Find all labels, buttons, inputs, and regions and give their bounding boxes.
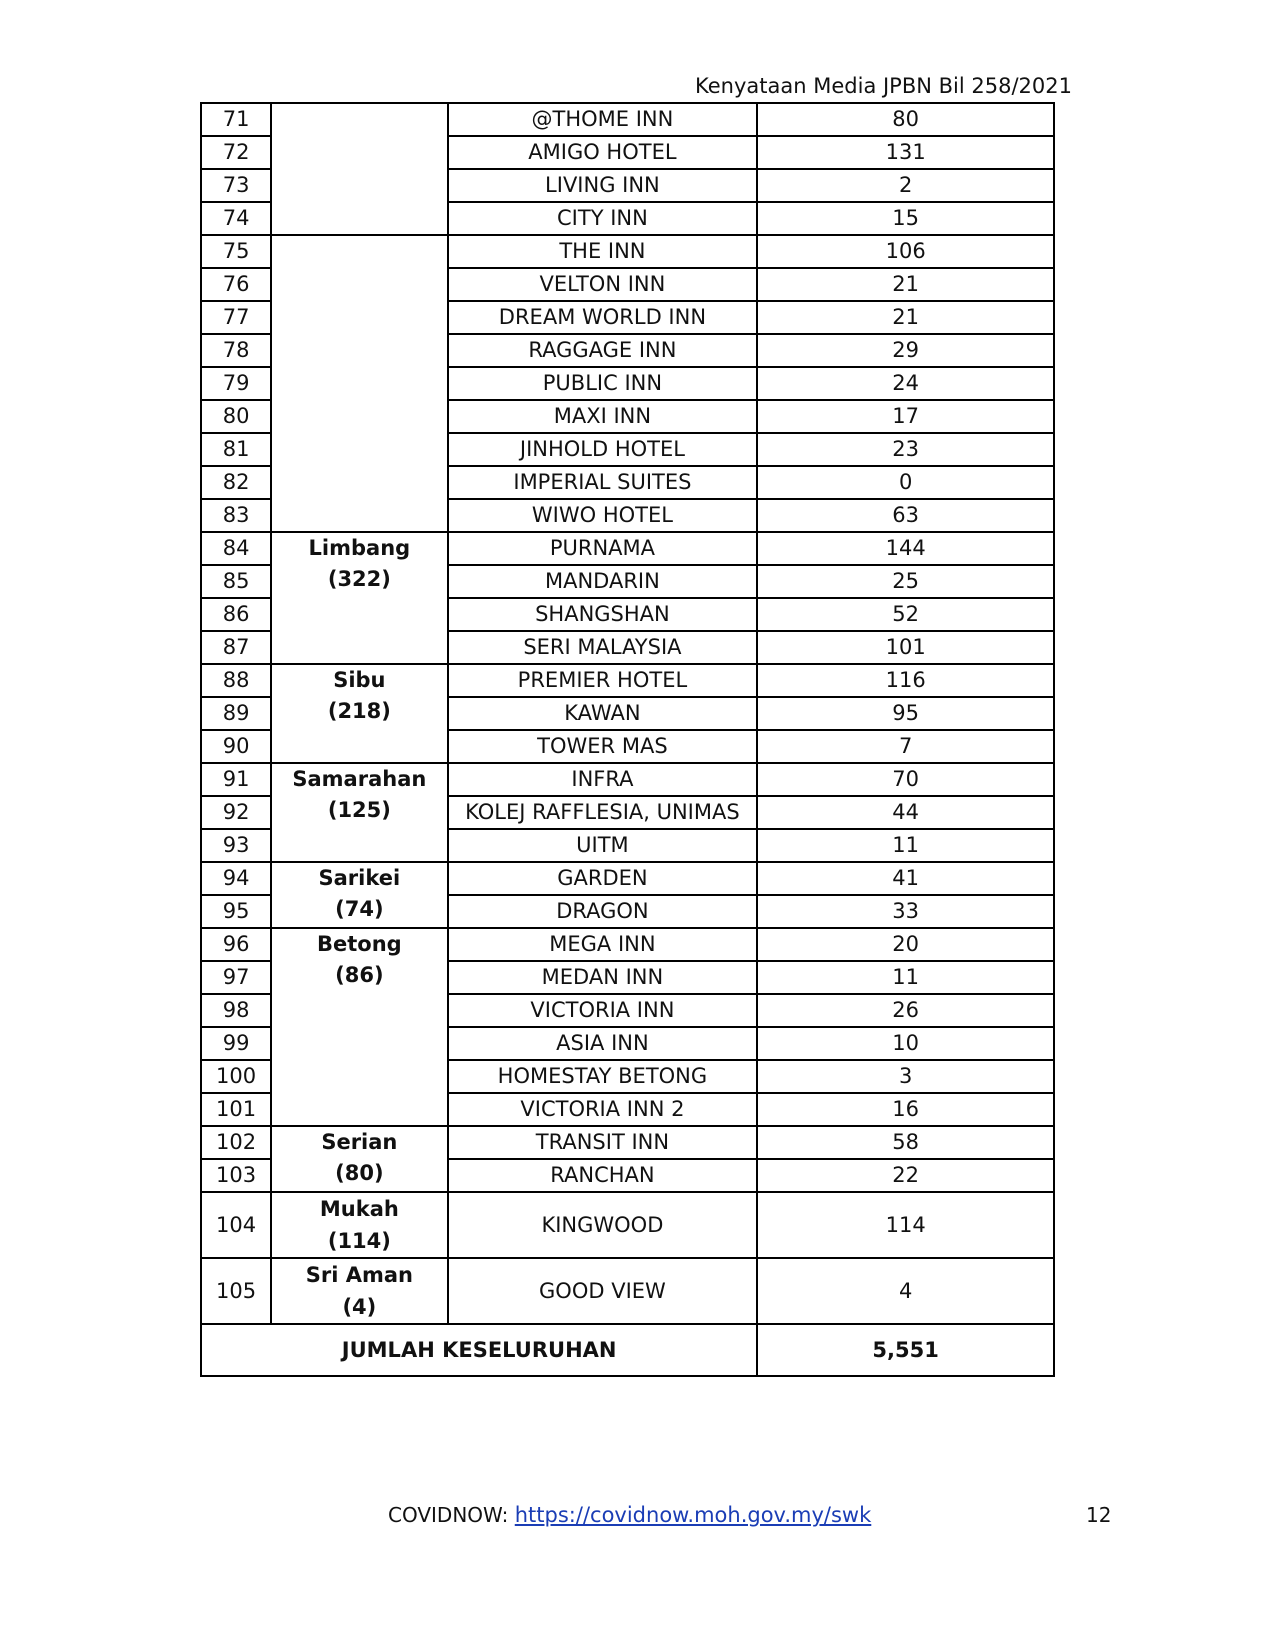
division-cell-sri-aman <box>271 1258 447 1324</box>
centre-name: MANDARIN <box>448 565 758 598</box>
table-row <box>201 235 1054 268</box>
table-row <box>201 763 1054 796</box>
row-number: 75 <box>201 235 271 268</box>
centre-count: 70 <box>757 763 1054 796</box>
footer <box>388 1503 871 1527</box>
division-cell-samarahan <box>271 763 447 862</box>
centre-name: UITM <box>448 829 758 862</box>
row-number: 85 <box>201 565 271 598</box>
row-number: 91 <box>201 763 271 796</box>
centre-name: MAXI INN <box>448 400 758 433</box>
centre-name: THE INN <box>448 235 758 268</box>
centre-count: 15 <box>757 202 1054 235</box>
centre-name: PURNAMA <box>448 532 758 565</box>
division-name: Limbang <box>308 536 411 560</box>
table-row <box>201 532 1054 565</box>
row-number: 101 <box>201 1093 271 1126</box>
centre-name: ASIA INN <box>448 1027 758 1060</box>
centre-name: @THOME INN <box>448 103 758 136</box>
footer-prefix: COVIDNOW: <box>388 1503 515 1527</box>
row-number: 94 <box>201 862 271 895</box>
centre-count: 4 <box>757 1258 1054 1324</box>
centre-count: 63 <box>757 499 1054 532</box>
centre-count: 2 <box>757 169 1054 202</box>
division-name: Samarahan <box>292 767 427 791</box>
division-name: Betong <box>317 932 402 956</box>
centre-count: 24 <box>757 367 1054 400</box>
row-number: 87 <box>201 631 271 664</box>
table-row <box>201 1258 1054 1324</box>
centre-name: HOMESTAY BETONG <box>448 1060 758 1093</box>
division-cell-empty <box>271 103 447 235</box>
division-name: Sri Aman <box>305 1263 413 1287</box>
row-number: 93 <box>201 829 271 862</box>
row-number: 83 <box>201 499 271 532</box>
centre-count: 116 <box>757 664 1054 697</box>
document-reference: Kenyataan Media JPBN Bil 258/2021 <box>695 74 1072 98</box>
row-number: 76 <box>201 268 271 301</box>
row-number: 86 <box>201 598 271 631</box>
row-number: 98 <box>201 994 271 1027</box>
centre-name: LIVING INN <box>448 169 758 202</box>
row-number: 77 <box>201 301 271 334</box>
division-name: Sibu <box>333 668 386 692</box>
row-number: 79 <box>201 367 271 400</box>
row-number: 95 <box>201 895 271 928</box>
centre-count: 33 <box>757 895 1054 928</box>
centre-count: 7 <box>757 730 1054 763</box>
centre-name: GOOD VIEW <box>448 1258 758 1324</box>
division-total: (86) <box>335 963 384 987</box>
centre-count: 17 <box>757 400 1054 433</box>
centre-count: 26 <box>757 994 1054 1027</box>
centre-count: 80 <box>757 103 1054 136</box>
centre-count: 41 <box>757 862 1054 895</box>
row-number: 102 <box>201 1126 271 1159</box>
centre-name: TRANSIT INN <box>448 1126 758 1159</box>
total-row <box>201 1324 1054 1376</box>
centre-name: DRAGON <box>448 895 758 928</box>
division-cell-serian <box>271 1126 447 1192</box>
division-cell-limbang <box>271 532 447 664</box>
centre-count: 25 <box>757 565 1054 598</box>
division-name: Sarikei <box>318 866 401 890</box>
centre-count: 95 <box>757 697 1054 730</box>
row-number: 80 <box>201 400 271 433</box>
row-number: 105 <box>201 1258 271 1324</box>
centre-name: PUBLIC INN <box>448 367 758 400</box>
centre-count: 29 <box>757 334 1054 367</box>
quarantine-centre-table <box>200 102 1055 1377</box>
centre-name: KINGWOOD <box>448 1192 758 1258</box>
division-total: (125) <box>327 798 391 822</box>
table-row <box>201 103 1054 136</box>
division-total: (80) <box>335 1161 384 1185</box>
table-row <box>201 862 1054 895</box>
centre-count: 3 <box>757 1060 1054 1093</box>
centre-name: CITY INN <box>448 202 758 235</box>
centre-count: 11 <box>757 961 1054 994</box>
row-number: 82 <box>201 466 271 499</box>
row-number: 96 <box>201 928 271 961</box>
division-cell-mukah <box>271 1192 447 1258</box>
row-number: 103 <box>201 1159 271 1192</box>
row-number: 84 <box>201 532 271 565</box>
row-number: 92 <box>201 796 271 829</box>
division-total: (74) <box>335 897 384 921</box>
table-row <box>201 1192 1054 1258</box>
centre-count: 114 <box>757 1192 1054 1258</box>
division-cell-sibu <box>271 664 447 763</box>
division-cell-empty <box>271 235 447 532</box>
total-label: JUMLAH KESELURUHAN <box>201 1324 757 1376</box>
centre-name: INFRA <box>448 763 758 796</box>
centre-name: IMPERIAL SUITES <box>448 466 758 499</box>
table-row <box>201 664 1054 697</box>
centre-name: RANCHAN <box>448 1159 758 1192</box>
division-total: (4) <box>342 1295 377 1319</box>
division-cell-betong <box>271 928 447 1126</box>
centre-name: AMIGO HOTEL <box>448 136 758 169</box>
centre-name: DREAM WORLD INN <box>448 301 758 334</box>
covidnow-link[interactable]: https://covidnow.moh.gov.my/swk <box>514 1503 872 1527</box>
centre-count: 21 <box>757 301 1054 334</box>
centre-name: KOLEJ RAFFLESIA, UNIMAS <box>448 796 758 829</box>
centre-count: 20 <box>757 928 1054 961</box>
row-number: 99 <box>201 1027 271 1060</box>
centre-name: RAGGAGE INN <box>448 334 758 367</box>
centre-name: VELTON INN <box>448 268 758 301</box>
division-name: Serian <box>321 1130 398 1154</box>
centre-name: TOWER MAS <box>448 730 758 763</box>
centre-name: MEGA INN <box>448 928 758 961</box>
centre-count: 101 <box>757 631 1054 664</box>
row-number: 88 <box>201 664 271 697</box>
division-name: Mukah <box>319 1197 399 1221</box>
centre-name: WIWO HOTEL <box>448 499 758 532</box>
row-number: 97 <box>201 961 271 994</box>
centre-name: MEDAN INN <box>448 961 758 994</box>
row-number: 81 <box>201 433 271 466</box>
division-total: (322) <box>327 567 391 591</box>
centre-count: 23 <box>757 433 1054 466</box>
centre-name: VICTORIA INN <box>448 994 758 1027</box>
centre-count: 144 <box>757 532 1054 565</box>
row-number: 74 <box>201 202 271 235</box>
centre-count: 16 <box>757 1093 1054 1126</box>
table-row <box>201 1126 1054 1159</box>
centre-name: GARDEN <box>448 862 758 895</box>
row-number: 78 <box>201 334 271 367</box>
centre-count: 131 <box>757 136 1054 169</box>
centre-name: KAWAN <box>448 697 758 730</box>
centre-count: 22 <box>757 1159 1054 1192</box>
division-cell-sarikei <box>271 862 447 928</box>
centre-name: SERI MALAYSIA <box>448 631 758 664</box>
centre-count: 58 <box>757 1126 1054 1159</box>
row-number: 73 <box>201 169 271 202</box>
centre-count: 11 <box>757 829 1054 862</box>
row-number: 71 <box>201 103 271 136</box>
centre-name: SHANGSHAN <box>448 598 758 631</box>
centre-count: 106 <box>757 235 1054 268</box>
row-number: 104 <box>201 1192 271 1258</box>
centre-count: 21 <box>757 268 1054 301</box>
row-number: 89 <box>201 697 271 730</box>
centre-count: 0 <box>757 466 1054 499</box>
centre-count: 44 <box>757 796 1054 829</box>
centre-name: JINHOLD HOTEL <box>448 433 758 466</box>
page-number: 12 <box>1086 1503 1112 1527</box>
row-number: 72 <box>201 136 271 169</box>
table-row <box>201 928 1054 961</box>
centre-count: 52 <box>757 598 1054 631</box>
division-total: (114) <box>327 1229 391 1253</box>
row-number: 90 <box>201 730 271 763</box>
centre-name: VICTORIA INN 2 <box>448 1093 758 1126</box>
centre-count: 10 <box>757 1027 1054 1060</box>
total-value: 5,551 <box>757 1324 1054 1376</box>
row-number: 100 <box>201 1060 271 1093</box>
centre-name: PREMIER HOTEL <box>448 664 758 697</box>
division-total: (218) <box>327 699 391 723</box>
